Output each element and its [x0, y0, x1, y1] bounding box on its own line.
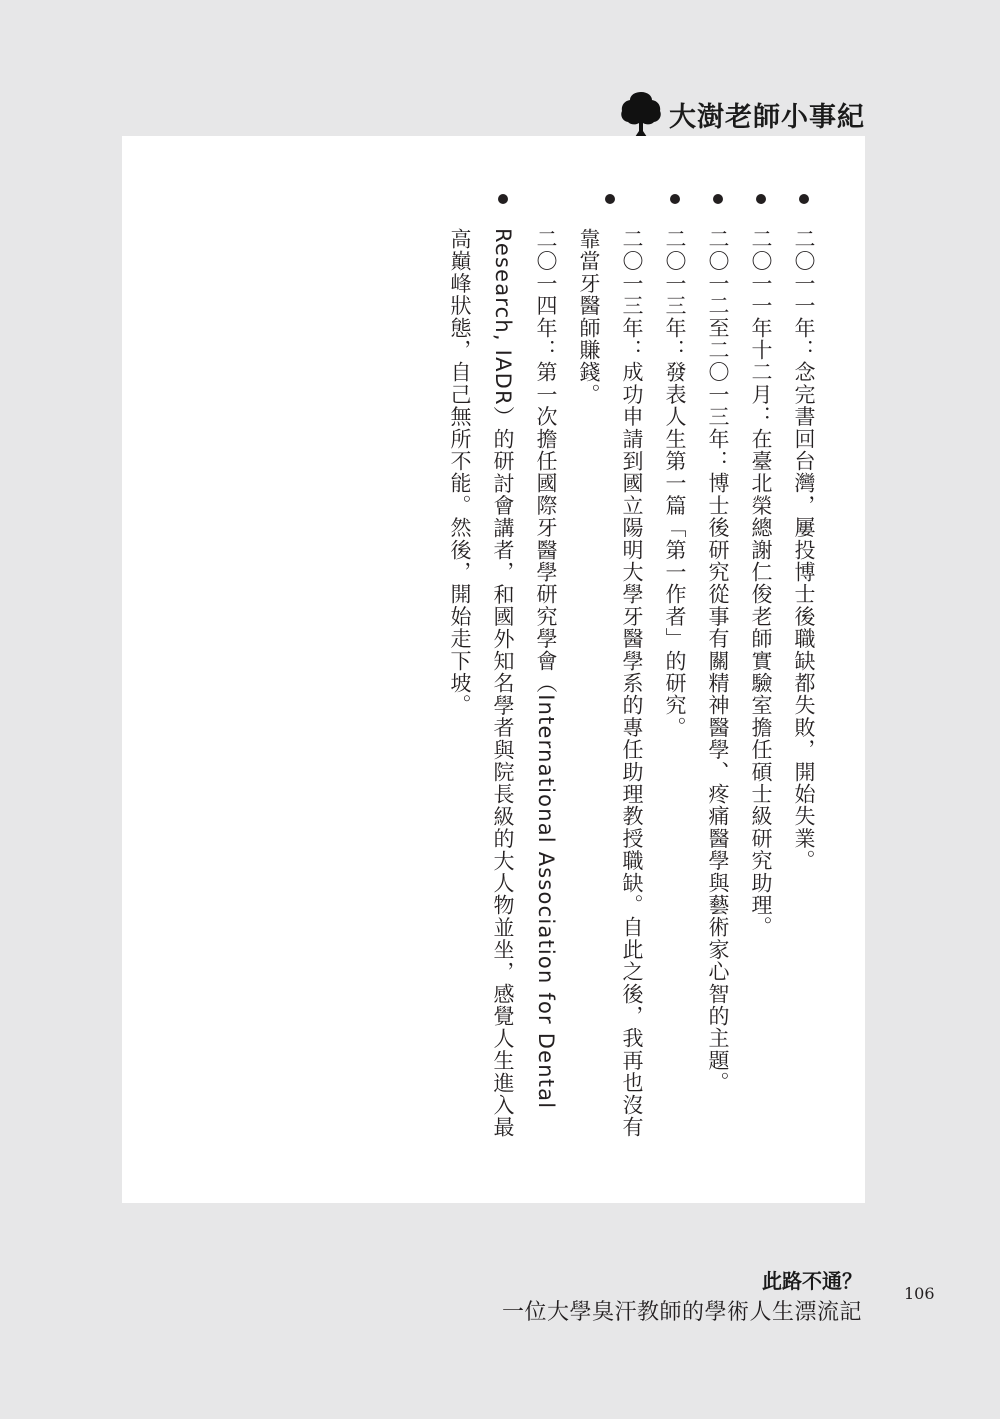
- page-number: 106: [904, 1284, 935, 1303]
- timeline-entry: [438, 194, 567, 1154]
- timeline-entry-text: 二〇一三年：發表人生第一篇「第一作者」的研究。: [663, 228, 687, 739]
- timeline-entry: [653, 194, 696, 1154]
- section-header: [619, 88, 865, 140]
- bullet-icon: [670, 194, 680, 204]
- timeline-entry-text: 二〇一三年：成功申請到國立陽明大學牙醫學系的專任助理教授職缺。自此之後，我再也沒有靠當牙醫師賺錢。: [577, 228, 644, 1139]
- running-footer: [502, 1266, 862, 1330]
- bullet-icon: [756, 194, 766, 204]
- tree-icon: [619, 89, 663, 139]
- bullet-icon: [498, 194, 508, 204]
- book-subtitle: 一位大學臭汗教師的學術人生漂流記: [501, 1300, 862, 1325]
- bullet-icon: [605, 194, 615, 204]
- timeline-list: [438, 194, 825, 1154]
- bullet-icon: [713, 194, 723, 204]
- timeline-entry-text: 二〇一一年十二月：在臺北榮總謝仁俊老師實驗室擔任碩士級研究助理。: [749, 228, 773, 939]
- text-panel: [122, 136, 865, 1203]
- book-title: 此路不通？: [762, 1269, 862, 1293]
- timeline-entry: [696, 194, 739, 1154]
- timeline-entry-text: 二〇一二至二〇一三年：博士後研究從事有關精神醫學、疼痛醫學與藝術家心智的主題。: [706, 228, 730, 1094]
- timeline-entry: [739, 194, 782, 1154]
- bullet-icon: [799, 194, 809, 204]
- timeline-entry-text: 二〇一一年：念完書回台灣，屢投博士後職缺都失敗，開始失業。: [792, 228, 816, 872]
- timeline-entry: [567, 194, 653, 1154]
- timeline-entry: [782, 194, 825, 1154]
- section-title: 大澍老師小事紀: [669, 101, 865, 133]
- timeline-entry-text: 二〇一四年：第一次擔任國際牙醫學研究學會（International Association for Dental Research, IADR）的研討會講者，和國外知名學者與院長級的大人物並坐，感覺人生進入最高巔峰狀態，自己無所不能。然後，開始走下坡。: [448, 228, 558, 1139]
